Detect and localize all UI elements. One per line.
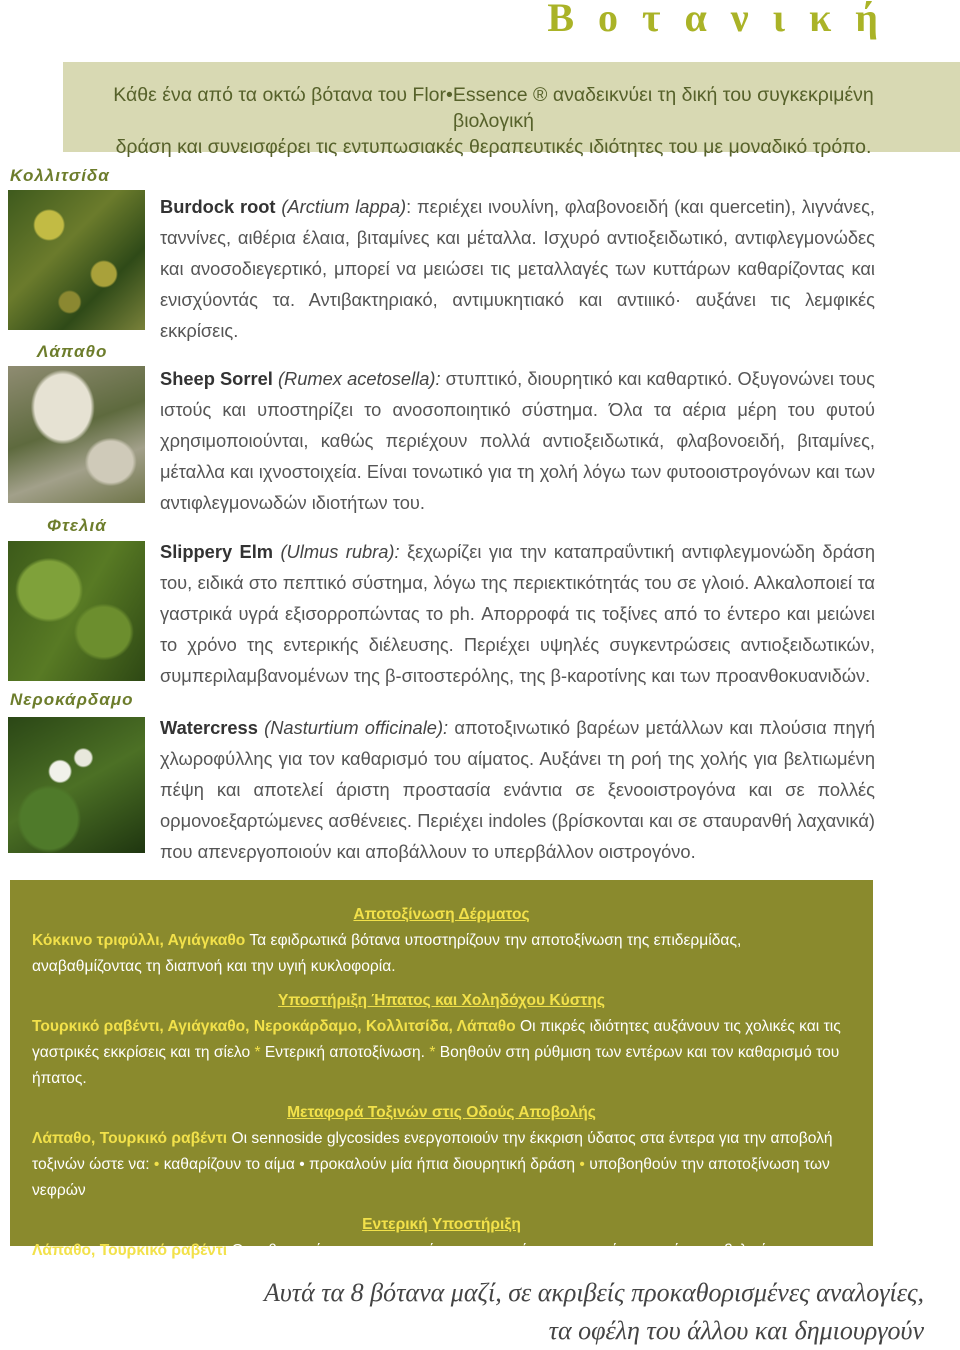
watercress-photo [8,717,145,853]
elm-photo [8,541,145,681]
benefit-heading-skin: Αποτοξίνωση Δέρματος [353,906,530,923]
benefit-description: υποβοηθούν την αποτοξίνωση των νεφρών [32,1156,830,1199]
herb-name: Slippery Elm [160,541,274,562]
sorrel-photo [8,366,145,503]
herb-label-sorrel: Λάπαθο [37,342,108,361]
herb-latin: (Arctium lappa) [281,196,407,217]
bullet-marker: • [575,1156,590,1173]
herb-description-watercress [160,712,875,867]
herb-description-burdock [160,191,875,346]
herb-latin: (Nasturtium officinale): [264,717,449,738]
closing-line-2: τα οφέλη του άλλου και δημιουργούν [548,1316,924,1345]
bullet-marker: • [149,1156,164,1173]
intro-box [63,62,960,158]
herb-description-elm [160,536,875,691]
benefit-description: Οι sennoside glycosides ενεργοποιούν την έκκριση ύδατος στα έντερα για την αποβολή τοξινών ώστε να: [32,1130,833,1173]
herb-name: Watercress [160,717,258,738]
benefit-herbs: Λάπαθο, Τουρκικό ραβέντι [32,1242,228,1259]
burdock-photo [8,190,145,330]
herb-label-burdock: Κολλιτσίδα [10,166,110,185]
benefit-text-liver [32,1014,851,1092]
herb-text: αποτοξινωτικό βαρέων μετάλλων και πλούσια πηγή χλωροφύλλης για τον καθαρισμό του αίματος. Αυξάνει τη ροή της χολής για βελτιωμένη πέψη και αποτελεί άριστη προστασία ενάντια σε ξενοοιστρογόνα και σε πολλές ορμονοεξαρτώμενες ασθένειες. Περιέχει indoles (βρίσκονται και σε σταυρανθή λαχανικά) που απενεργοποιούν και αποβάλλουν το υπερβάλλον οιστρογόνο. [160,717,875,862]
herb-description-sorrel [160,363,875,518]
page-title: Βοτανική [547,0,902,40]
benefit-herbs: Λάπαθο, Τουρκικό ραβέντι [32,1130,228,1147]
benefit-herbs: Τουρκικό ραβέντι, Αγιάγκαθο, Νεροκάρδαμο, Κολλιτσίδα, Λάπαθο [32,1018,516,1035]
herb-text: : περιέχει ινουλίνη, φλαβονοειδή (και quercetin), λιγνάνες, ταννίνες, αιθέρια έλαια, βιταμίνες και μέταλλα. Ισχυρό αντιοξειδωτικό, αντιφλεγμονώδες και ανοσοδιεγερτικό, μπορεί να μειώσει τις μεταλλαγές των κυττάρων καθαρίζοντας και ενισχύοντάς τα. Αντιβακτηριακό, αντιμυκητιακό και αντιιικό· αυξάνει τις λεμφικές εκκρίσεις. [160,196,875,341]
benefit-herbs: Κόκκινο τριφύλλι, Αγιάγκαθο [32,932,246,949]
benefit-description: Οι πικρές ιδιότητες αυξάνουν τις χολικές και τις γαστρικές εκκρίσεις και τη σίελο [32,1018,841,1061]
herb-text: στυπτικό, διουρητικό και καθαρτικό. Οξυγονώνει τους ιστούς και υποστηρίζει το ανοσοποιητικό σύστημα. Όλα τα αέρια μέρη του φυτού χρησιμοποιούνται, καθώς περιέχουν πολλά αντιοξειδωτικά, φλαβονοειδή, βιταμίνες, μέταλλα και ιχνοστοιχεία. Είναι τονωτικό για τη χολή λόγω των φυτοοιστρογόνων και των αντιφλεγμονωδών ιδιοτήτων του. [160,368,875,513]
benefit-heading-toxins: Μεταφορά Τοξινών στις Οδούς Αποβολής [287,1104,596,1121]
herb-label-watercress: Νεροκάρδαμο [10,690,134,709]
benefit-text-toxins [32,1126,851,1204]
benefit-description: Εντερική αποτοξίνωση. [264,1044,426,1061]
intro-line-1: Κάθε ένα από τα οκτώ βότανα του Flor•Essence ® αναδεικνύει τη δική του συγκεκριμένη βιολογική [113,84,874,132]
herb-text: ξεχωρίζει για την καταπραΰντική αντιφλεγμονώδη δράση του, ειδικά στο πεπτικό σύστημα, λόγω της περιεκτικότητάς του σε γλοιό. Αλκαλοποιεί τα γαστρικά υγρά εξισορροπώντας το ph. Απορροφά τις τοξίνες από το έντερο και μειώνει το χρόνο της εντερικής διέλευσης. Περιέχει υψηλές συγκεντρώσεις αντιοξειδωτικών, συμπεριλαμβανομένων της β-σιτοστερόλης, της β-καροτίνης και των προανθοκυανιδών. [160,541,875,686]
benefit-heading-intestinal: Εντερική Υποστήριξη [362,1216,521,1233]
herb-name: Burdock root [160,196,276,217]
benefit-description: Τα εφιδρωτικά βότανα υποστηρίζουν την αποτοξίνωση της επιδερμίδας, αναβαθμίζοντας τη διαπνοή και την υγιή κυκλοφορία. [32,932,742,975]
benefits-box [10,880,873,1285]
herb-label-elm: Φτελιά [47,516,107,535]
herb-latin: (Rumex acetosella): [277,368,441,389]
benefit-description: Βοηθούν στη ρύθμιση των εντέρων και τον καθαρισμό του ήπατος. [32,1044,840,1087]
herb-name: Sheep Sorrel [160,368,273,389]
asterisk-marker: * [250,1044,265,1061]
closing-line-1: Αυτά τα 8 βότανα μαζί, σε ακριβείς προκαθορισμένες αναλογίες, [263,1278,924,1307]
benefit-description: καθαρίζουν το αίμα • προκαλούν μία ήπια διουρητική δράση [163,1156,576,1173]
benefit-description: Οι ανθρακινόνες ενεργοποιούν την κινητικότητα του εντέρου και έτσι να βελτιώνουν την αποβολή [32,1242,830,1285]
asterisk-marker: * [425,1044,440,1061]
herb-latin: (Ulmus rubra): [280,541,400,562]
closing-statement [264,1274,924,1350]
benefit-text-skin [32,928,851,980]
intro-line-2: δράση και συνεισφέρει τις εντυπωσιακές θεραπευτικές ιδιότητες του με μοναδικό τρόπο. [115,136,872,158]
benefit-heading-liver: Υποστήριξη Ήπατος και Χοληδόχου Κύστης [278,992,605,1009]
